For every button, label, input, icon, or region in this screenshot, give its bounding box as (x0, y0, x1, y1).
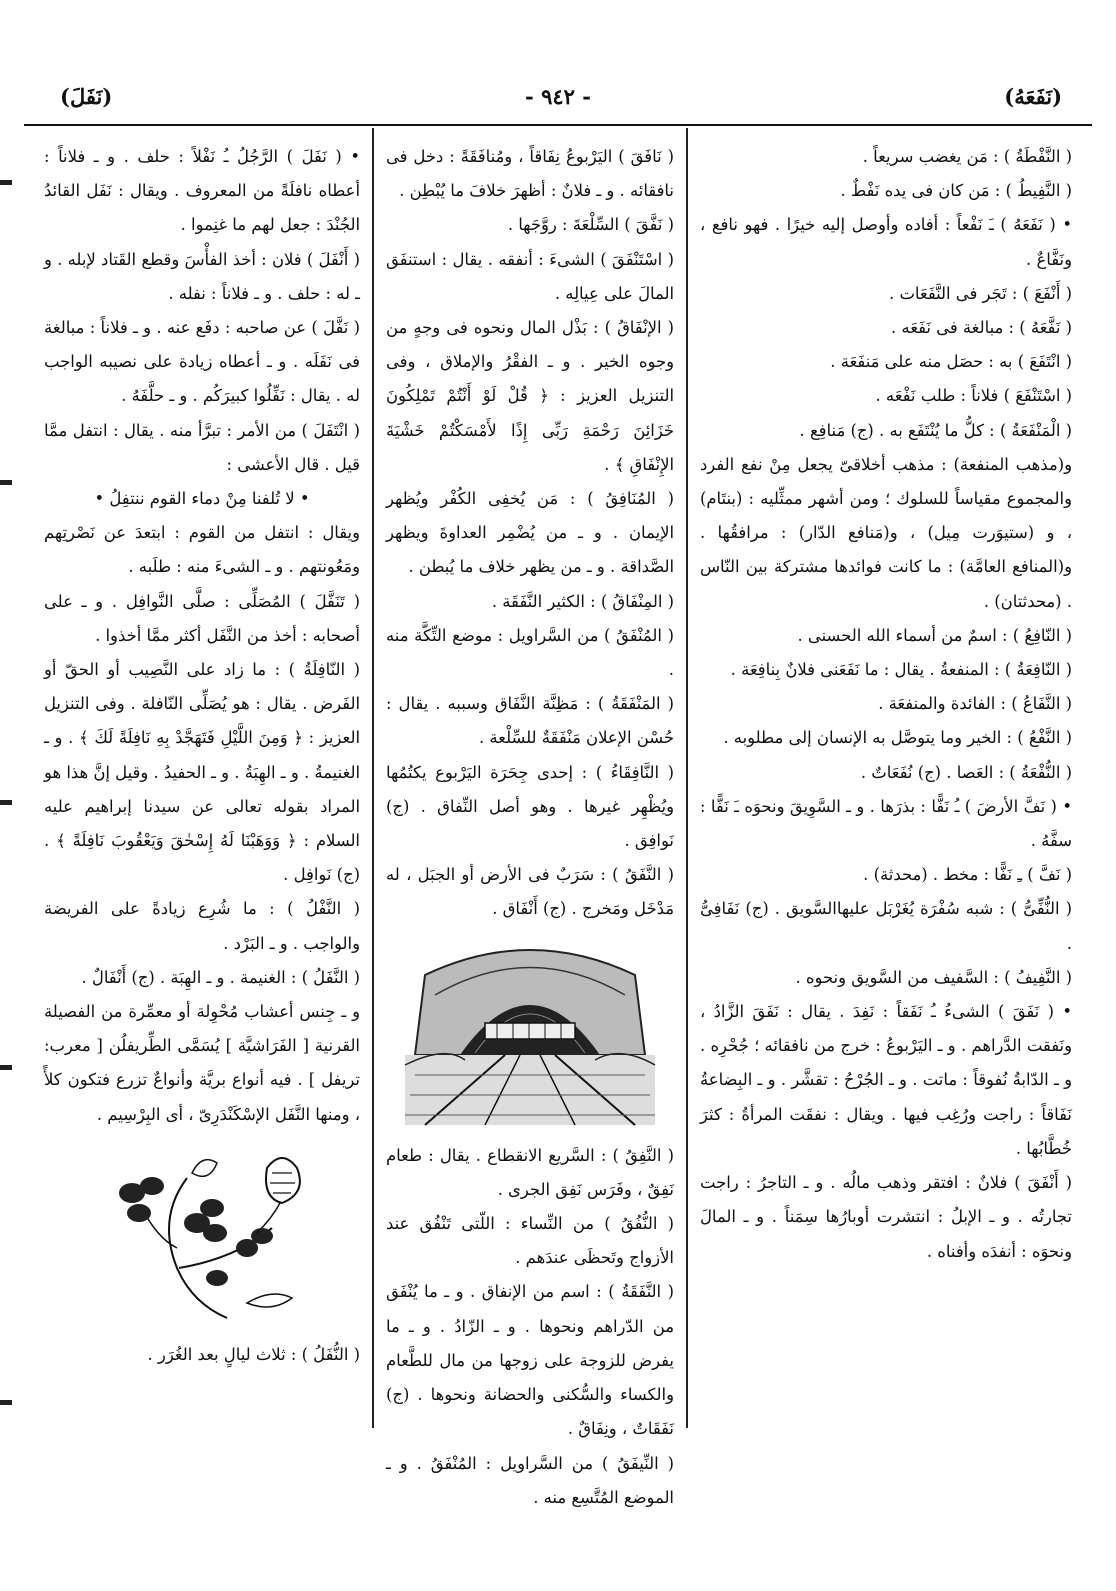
header-guide-word-left: (نَفَلَ) (60, 84, 113, 109)
entry: ( الإنْفَاقُ ) : بَذْل المال ونحوه فى وجهٍ من وجوه الخير . و ـ الفقْرُ والإملاق ، وفى التنزيل العزيز : ﴿ قُلْ لَوْ أَنْتُمْ تَمْلِكُونَ خَزَائِنَ رَحْمَةِ رَبِّى إِذًا لأَمْسَكْتُمْ خَشْيَةَ الإِنْفَاقِ ﴾ . (386, 318, 674, 474)
entry: ( النَّفْعُ ) : الخير وما يتوصَّل به الإنسان إلى مطلوبه . (723, 728, 1072, 748)
entry: ( النُّفَلُ ) : ثلاث ليالٍ بعد الغُرَر . (147, 1344, 360, 1364)
entry: ( المُنَافِقُ ) : مَن يُخفِى الكُفْر ويُظهر الإيمان . و ـ من يُضْمِر العداوةَ ويظهر الصَّداقة . و ـ من يظهر خلاف ما يُبطن . (386, 489, 674, 577)
entry: • ( نَفَعَهُ ) ـَ نَفْعاً : أفاده وأوصل إليه خيرًا . فهو نافع ، ونَفَّاعٌ . (700, 215, 1072, 269)
header-rule (24, 124, 1092, 126)
entry: ( نَفَّلَ ) عن صاحبه : دفَع عنه . و ـ فلاناً : مبالغة فى نَفَلَه . و ـ أعطاه زيادة على نصيبه الواجب له . يقال : نَفِّلُوا كبيرَكُم . و ـ حلَّفَهُ . (44, 318, 360, 406)
entry: ( النَّفَقَةُ ) : اسم من الإنفاق . و ـ ما يُنْفَق من الدّراهم ونحوها . و ـ الزّادُ . و ـ ما يفرض للزوجة على زوجها من مال للطَّعام والكساء والسُّكنى والحضانة ونحوها . (ج) نَفَقَاتٌ ، ونِفَاقٌ . (386, 1282, 674, 1439)
entry: ( نَفَّقَ ) السِّلْعَةَ : روَّجَها . (507, 215, 674, 235)
entry: ( انْتَفَلَ ) من الأمر : تبرَّأ منه . يقال : انتفل ممَّا قيل . قال الأعشى : (44, 420, 360, 474)
entry: ( المَنْفَقَةُ ) : مَظِنَّة النَّفَاق وسببه . يقال : حُسْن الإعلان مَنْفَقَةٌ للسِّلْعة . (386, 694, 674, 748)
entry: ( النّافِعَةُ ) : المنفعةُ . يقال : ما نَفَعَنى فلانٌ بِنافِعَة . (730, 660, 1072, 680)
entry: و ـ جِنس أعشاب مُحْوِلة أو معمِّرة من الفصيلة القرنية [ الفَرَاشيَّة ] يُسَمَّى الطِّريفلُن [ معرب: تريفل ] . فيه أنواع بريَّة وأنواعٌ تزرع فتكون كلأً ، ومنها النَّفَل الإسْكَنْدَرِىّ ، أى البِرْسِيم . (44, 1002, 360, 1124)
entry: ( نَفَّ ) ـِ نَفًّا : مخط . (محدثة) . (863, 865, 1072, 885)
entry: ( المِنْفَاقُ ) : الكثير النَّفَقَة . (491, 591, 674, 611)
entry: ( النّافِعُ ) : اسمٌ من أسماء الله الحسنى . (797, 625, 1072, 645)
entry: ( النَّافِقَاءُ ) : إحدى جِحَرَة اليَرْبوع يكتُمُها ويُظْهِر غيرها . وهو أصل النِّفاق . (ج) نَوافِق . (386, 762, 674, 851)
entry: ( أَنْفَلَ ) فلان : أخذ الفأْسَ وقطع القَتاد لإبله . و ـ له : حلف . و ـ فلاناً : نفله . (44, 249, 360, 303)
entry: ( أَنْفَقَ ) فلانٌ : افتقر وذهب مالُه . و ـ التاجرُ : راجت تجارتُه . و ـ الإبلُ : انتشرت أوبارُها سِمَناً . و ـ المالَ ونحوَه : أنفدَه وأفناه . (700, 1173, 1072, 1261)
entry: ( انْتَفَعَ ) به : حصَل منه على مَنفَعَة . (830, 352, 1072, 372)
entry: ( النَّفِيفُ ) : السَّفيف من السَّويق ونحوه . (795, 967, 1072, 987)
entry: ( النَّفِقُ ) : السَّريع الانقطاع . يقال : طعام نَفِقٌ ، وفَرَس نَفِق الجرى . (386, 1145, 674, 1199)
entry: ( النَّفْطَةُ ) : مَن يغضب سريعاً . (862, 147, 1072, 166)
entry: ( النِّيفَقُ ) من السَّراويل : المُنْفَقُ . و ـ الموضع المُتَّسِع منه . (386, 1453, 674, 1507)
column-right (700, 140, 1072, 1440)
entry: ( النَّفِيطُ ) : مَن كان فى يده نَفْطٌ . (840, 181, 1072, 201)
entry: • ( نَفَلَ ) الرَّجُلُ ـُ نَفْلاً : حلف . و ـ فلاناً : أعطاه نافلَةً من المعروف . ويقال : نَفَل القائدُ الجُنْدَ : جعل لهم ما غنِموا . (44, 147, 360, 235)
entry: ( اسْتَنْفَقَ ) الشىءَ : أنفقه . يقال : استنفَق المالَ على عِيالِه . (386, 249, 674, 303)
scan-edge-mark (0, 180, 12, 185)
entry: ( تَنَفَّلَ ) المُصَلِّى : صلَّى النَّوافِل . و ـ على أصحابه : أخذ من النَّفَل أكثر ممَّا أخذوا . (44, 591, 360, 645)
entry: ( نَافَقَ ) اليَرْبوعُ نِفَاقاً ، ومُنافَقَةً : دخل فى نافقائه . و ـ فلانٌ : أظهرَ خلافَ ما يُبْطِن . (386, 147, 674, 201)
header-guide-word-right: (نَفَعَهُ) (1004, 84, 1062, 109)
entry: ويقال : انتفل من القوم : ابتعدَ عن نَصْرتِهم ومَعُونتهم . و ـ الشىءَ منه : طلَبه . (44, 523, 360, 577)
page-number: - ٩٤٢ - (525, 84, 591, 109)
column-divider (372, 128, 374, 1428)
column-left (44, 140, 360, 1440)
entry: ( النُّفِّىُّ ) : شبه سُفْرَة يُغَرْبَل عليهاالسَّويق . (ج) نَفَافِىُّ . (700, 899, 1072, 953)
entry: ( النّافِلَةُ ) : ما زاد على النَّصِيب أو الحقّ أو الفَرض . يقال : هو يُصَلِّى النّافلة . وفى التنزيل العزيز : ﴿ وَمِنَ اللَّيْلِ فَتَهَجَّدْ بِهِ نَافِلَةً لَكَ ﴾ . و ـ الغنيمةُ . و ـ الهِبَةُ . و ـ الحفيدُ . وقيل إنَّ هذا هو المراد بقوله تعالى عن سيدنا إبراهيم عليه السلام : ﴿ وَوَهَبْنَا لَهُ إِسْحٰقَ وَيَعْقُوبَ نَافِلَةً ﴾ . (ج) نَوافِل . (44, 660, 360, 885)
entry: ( النَّفَلُ ) : الغنيمة . و ـ الهِبَة . (ج) أَنْفَالٌ . (81, 967, 360, 987)
tunnel-illustration (405, 935, 655, 1125)
entry: ( النُّفْعَةُ ) : العَصا . (ج) نُفَعَاتٌ . (860, 762, 1072, 782)
entry: ( النَّفَقُ ) : سَرَبٌ فى الأرض أو الجبَل ، له مَدْخَل ومَخرج . (ج) أَنْفَاق . (386, 865, 674, 919)
entry: ( نَفَّعَهُ ) : مبالغة فى نَفَعَه . (891, 318, 1072, 338)
entry: ( أَنْفَعَ ) : تَجَر فى النَّفَعَات . (889, 283, 1072, 303)
scan-edge-mark (0, 1065, 12, 1070)
column-middle (386, 140, 674, 1507)
scan-edge-mark (0, 800, 12, 805)
page-header (24, 84, 1092, 120)
verse-line: • لا تُلفنا مِنْ دماء القوم ننتفِلُ • (94, 489, 310, 509)
entry: و(مذهب المنفعة) : مذهب أخلاقىّ يجعل مِنْ نفع الفرد والمجموع مقياساً للسلوك ؛ ومن أشهر ممثِّليه : (بنتَام) ، و (ستيوَرت مِيل) ، و(مَنافع الدّار) : مرافقُها . و(المنافع العامَّة) : ما كانت فوائدها مشتركة بين النّاس . (محدثتان) . (700, 454, 1072, 611)
entry: ( المُنْفَقُ ) من السَّراويل : موضع التِّكَّة منه . (386, 625, 674, 680)
entry: • ( نَفَّ الأرضَ ) ـُ نَفًّا : بذرَها . و ـ السَّوِيقَ ونحوَه ـَ نَفًّا : سفَّهُ . (700, 796, 1072, 851)
entry: • ( نَفَقَ ) الشىءُ ـُ نَفَقاً : نَفِدَ . يقال : نَفَقَ الزَّادُ ، ونَفقت الدَّراهم . و ـ اليَرْبوعُ : خرج من نافقائه ؛ جُحْرِه . و ـ الدّابةُ نُفوقاً : ماتت . و ـ الجُرْحُ : تقشَّر . و ـ البِضاعةُ نَفَاقاً : راجت ورُغِب فيها . ويقال : نفقَت المرأةُ : كثرَ خُطَّابُها . (700, 1002, 1072, 1158)
entry: ( النَّفْلُ ) : ما شُرِع زيادةً على الفريضة والواجب . و ـ البَرْد . (44, 899, 360, 953)
clover-plant-illustration (97, 1138, 307, 1328)
column-divider (686, 128, 688, 1428)
scan-edge-mark (0, 480, 12, 485)
scan-edge-mark (0, 1400, 12, 1405)
entry: ( اسْتَنْفَعَ ) فلاناً : طلب نَفْعَه . (875, 386, 1072, 406)
entry: ( الْمَنْفَعَةُ ) : كلُّ ما يُنْتَفَع به . (ج) مَنافِع . (799, 420, 1072, 440)
entry: ( النُّفُقُ ) من النِّساء : اللّتى تَنْفُق عند الأزواج وتَحظَى عندَهم . (386, 1214, 674, 1268)
entry: ( النَّفَاعُ ) : الفائدة والمنفعَة . (878, 694, 1072, 714)
